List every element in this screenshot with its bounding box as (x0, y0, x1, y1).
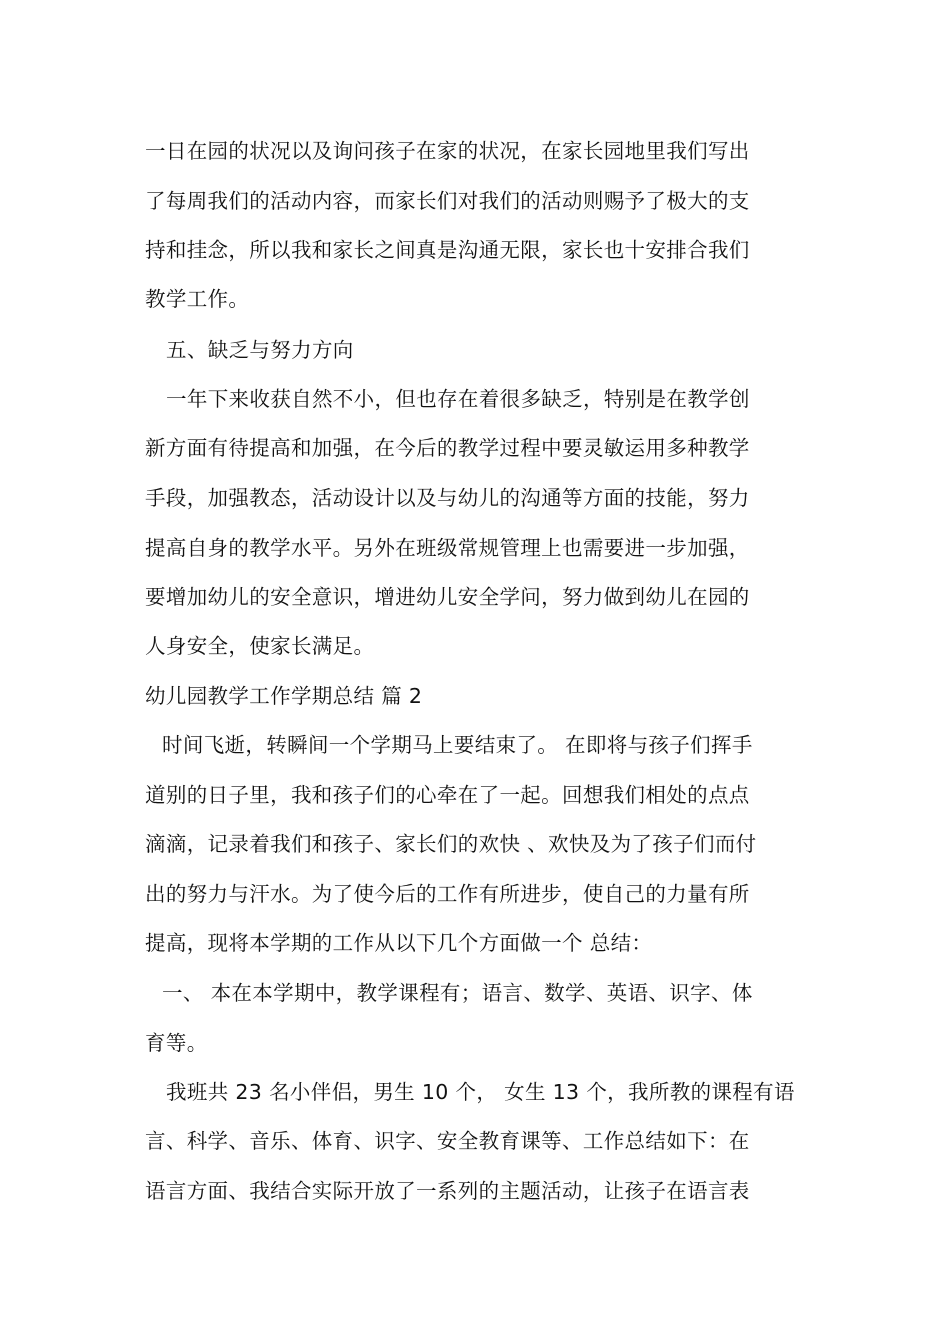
paragraph-line: 言、科学、音乐、体育、识字、安全教育课等、工作总结如下：在 (145, 1129, 750, 1153)
paragraph-line: 提高，现将本学期的工作从以下几个方面做一个 总结： (145, 931, 653, 955)
paragraph-line: 要增加幼儿的安全意识，增进幼儿安全学问，努力做到幼儿在园的 (145, 585, 750, 609)
paragraph-line: 一年下来收获自然不小，但也存在着很多缺乏，特别是在教学创 (166, 387, 750, 411)
paragraph-line: 持和挂念，所以我和家长之间真是沟通无限，家长也十安排合我们 (145, 238, 750, 262)
paragraph-line: 手段，加强教态，活动设计以及与幼儿的沟通等方面的技能，努力 (145, 486, 750, 510)
article-title: 幼儿园教学工作学期总结 篇 2 (145, 684, 423, 708)
paragraph-line: 时间飞逝，转瞬间一个学期马上要结束了。 在即将与孩子们挥手 (162, 733, 753, 757)
paragraph-line: 语言方面、我结合实际开放了一系列的主题活动，让孩子在语言表 (145, 1179, 750, 1203)
section-heading: 五、缺乏与努力方向 (166, 338, 354, 362)
paragraph-line: 提高自身的教学水平。另外在班级常规管理上也需要进一步加强， (145, 536, 750, 560)
paragraph-line: 人身安全，使家长满足。 (145, 634, 375, 658)
paragraph-line: 育等。 (145, 1031, 208, 1055)
paragraph-line: 道别的日子里，我和孩子们的心牵在了一起。回想我们相处的点点 (145, 783, 750, 807)
paragraph-line: 了每周我们的活动内容，而家长们对我们的活动则赐予了极大的支 (145, 189, 750, 213)
paragraph-line: 滴滴，记录着我们和孩子、家长们的欢快 、欢快及为了孩子们而付 (145, 832, 757, 856)
paragraph-line: 教学工作。 (145, 287, 250, 311)
paragraph-line: 一日在园的状况以及询问孩子在家的状况，在家长园地里我们写出 (145, 139, 750, 163)
paragraph-line: 出的努力与汗水。为了使今后的工作有所进步，使自己的力量有所 (145, 882, 750, 906)
paragraph-line: 新方面有待提高和加强，在今后的教学过程中要灵敏运用多种教学 (145, 436, 750, 460)
paragraph-line: 我班共 23 名小伴侣，男生 10 个， 女生 13 个，我所教的课程有语 (166, 1080, 795, 1104)
section-heading: 一、 本在本学期中，教学课程有；语言、数学、英语、识字、体 (162, 981, 753, 1005)
